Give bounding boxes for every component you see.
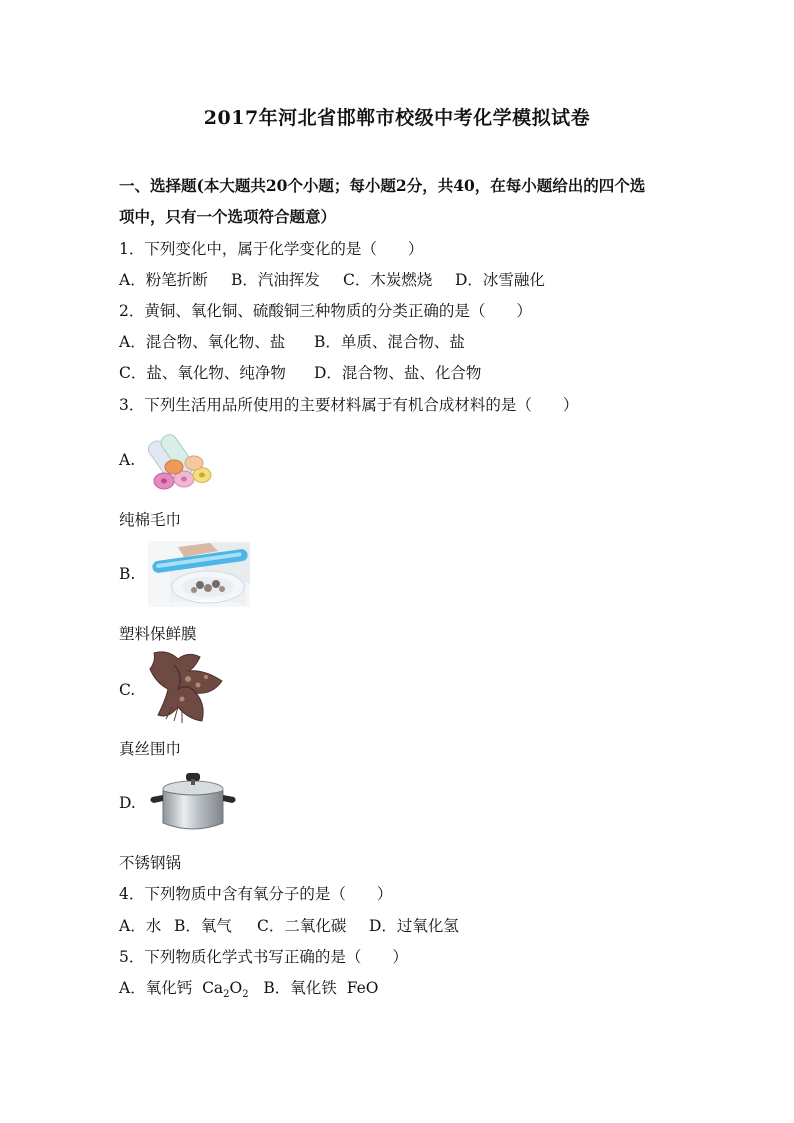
q3-option-a-caption: 纯棉毛巾 <box>119 511 182 529</box>
section-heading-line2: 项中，只有一个选项符合题意） <box>119 207 337 226</box>
q3-option-c-letter: C. <box>119 681 136 699</box>
question-5-stem: 5．下列物质化学式书写正确的是（ ） <box>119 948 408 966</box>
q1-option-b: B．汽油挥发 <box>231 271 320 289</box>
q3-option-d-caption: 不锈钢锅 <box>119 854 182 872</box>
question-2-row1 <box>119 330 465 352</box>
q5-option-a-label: A．氧化钙 <box>119 979 193 997</box>
question-2-stem: 2．黄铜、氧化铜、硫酸铜三种物质的分类正确的是（ ） <box>119 302 532 320</box>
q2-option-d: D．混合物、盐、化合物 <box>314 364 482 382</box>
page-title: 2017年河北省邯郸市校级中考化学模拟试卷 <box>203 107 591 129</box>
q1-option-c: C．木炭燃烧 <box>343 271 433 289</box>
q3-option-a-letter: A. <box>119 451 136 469</box>
q5-option-b-formula: FeO <box>346 979 379 997</box>
question-3-stem: 3．下列生活用品所使用的主要材料属于有机合成材料的是（ ） <box>119 396 579 414</box>
question-1-stem: 1．下列变化中，属于化学变化的是（ ） <box>119 240 424 258</box>
section-heading-line1: 一、选择题(本大题共20个小题；每小题2分，共40，在每小题给出的四个选 <box>119 176 646 195</box>
silk-scarf-image <box>148 649 226 725</box>
q5-option-a-formula: $Ca_2O_2$ <box>202 979 249 1001</box>
q3-option-c-caption: 真丝围巾 <box>119 740 182 758</box>
q3-option-b-letter: B. <box>119 565 136 583</box>
question-4-options <box>119 914 459 936</box>
q2-option-b: B．单质、混合物、盐 <box>314 333 465 351</box>
q4-option-c: C．二氧化碳 <box>257 917 347 935</box>
towels-image <box>148 425 216 497</box>
question-5-options <box>119 976 378 1000</box>
q2-option-a: A．混合物、氧化物、盐 <box>119 333 286 351</box>
question-1-options <box>119 268 545 290</box>
q5-option-b-label: B．氧化铁 <box>263 979 337 997</box>
q2-option-c: C．盐、氧化物、纯净物 <box>119 364 286 382</box>
q4-option-b: B．氧气 <box>174 917 232 935</box>
q1-option-d: D．冰雪融化 <box>455 271 545 289</box>
cling-film-image <box>148 541 250 607</box>
question-2-row2 <box>119 361 481 383</box>
q4-option-d: D．过氧化氢 <box>369 917 459 935</box>
q3-option-d-letter: D. <box>119 794 136 812</box>
question-4-stem: 4．下列物质中含有氧分子的是（ ） <box>119 885 393 903</box>
q4-option-a: A．水 <box>119 917 162 935</box>
steel-pot-image <box>148 769 238 835</box>
q3-option-b-caption: 塑料保鲜膜 <box>119 625 197 643</box>
q1-option-a: A．粉笔折断 <box>119 271 208 289</box>
